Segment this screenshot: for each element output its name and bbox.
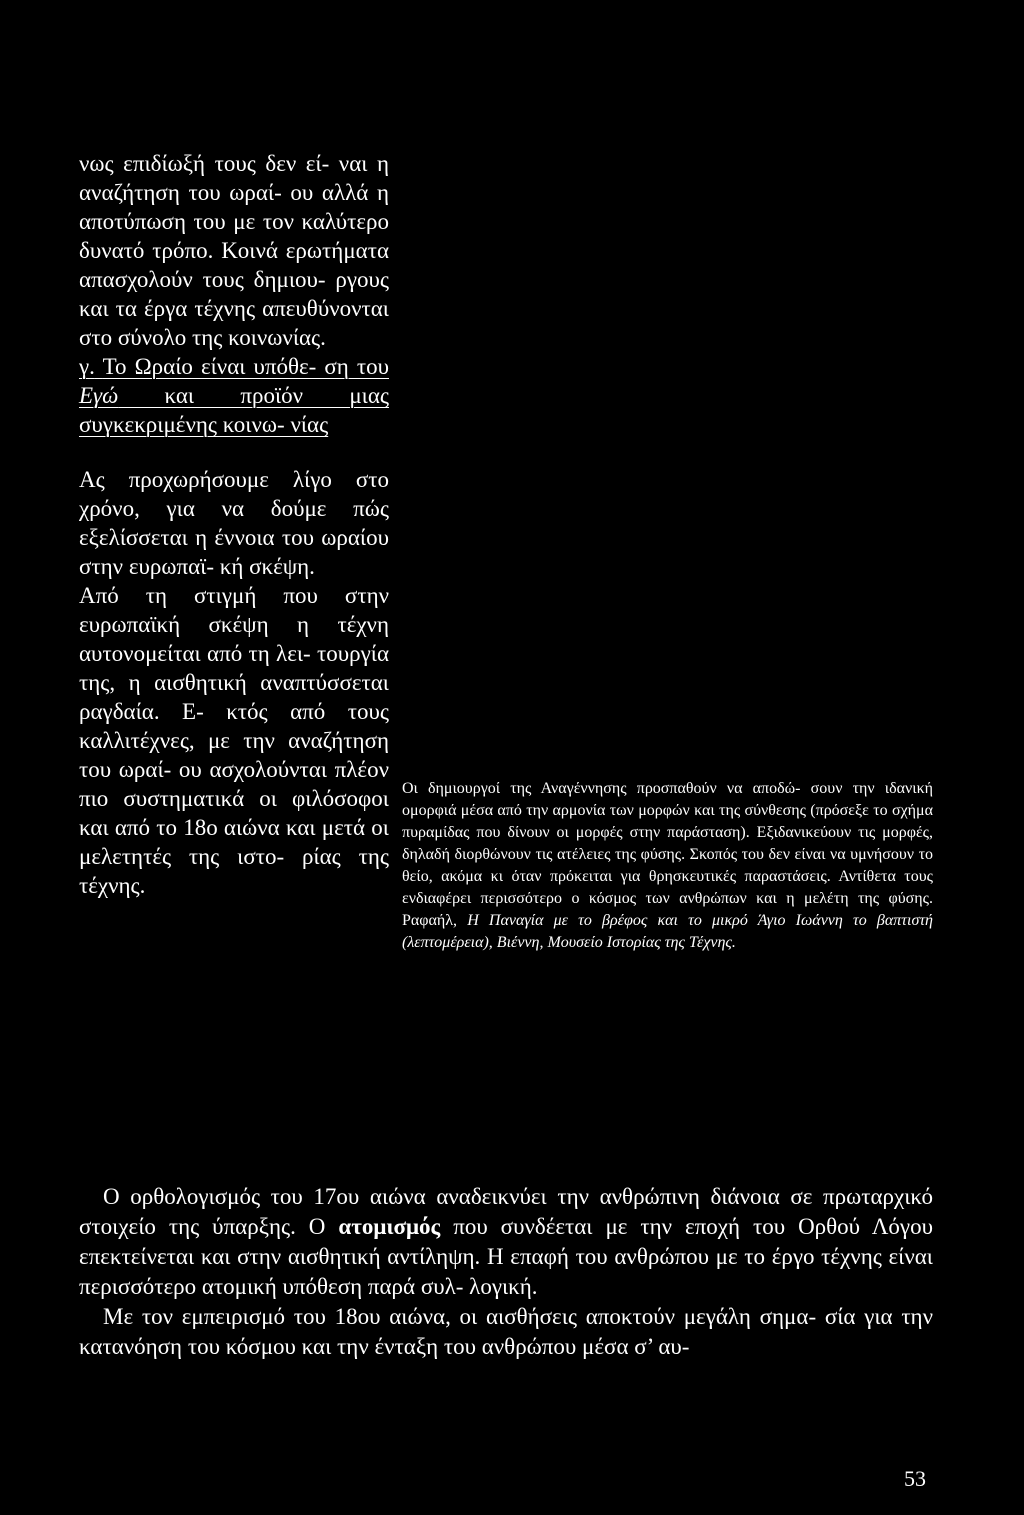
heading-ego: Εγώ	[79, 383, 119, 408]
caption-text: Οι δημιουργοί της Αναγέννησης προσπαθούν να αποδώ- σουν την ιδανική ομορφιά μέσα από την αρμονία των μορφών και της σύνθεσης (πρόσεξε το σχήμα πυραμίδας που δίνουν οι μορφές στην παράσταση). Εξιδανικεύουν τις μορφές, δηλαδή διορθώνουν τις ατέλειες της φύσης. Σκοπός του δεν είναι να υμνήσουν το θείο, ακόμα κι όταν πρόκειται για θρησκευτικές παραστάσεις. Αντίθετα τους ενδιαφέρει περισσότερο ο κόσμος των ανθρώπων και η μελέτη της φύσης. Ραφαήλ,	[402, 780, 933, 929]
full-width-text	[79, 1182, 933, 1362]
heading-text-2: και προϊόν μιας συγκεκριμένης κοινω- νίας	[79, 383, 389, 437]
section-label: γ.	[79, 354, 95, 379]
caption-artwork: Η Παναγία με το βρέφος και το μικρό Άγιο Ιωάννη το βαπτιστή (λεπτομέρεια), Βιέννη, Μουσείο Ιστορίας της Τέχνης.	[402, 912, 933, 951]
image-caption	[402, 778, 933, 954]
paragraph-3	[79, 1182, 933, 1302]
paragraph-1: Ας προχωρήσουμε λίγο στο χρόνο, για να δούμε πώς εξελίσσεται η έννοια του ωραίου στην ευρωπαϊ- κή σκέψη.	[79, 467, 389, 579]
section-heading	[79, 352, 389, 439]
paragraph-2: Από τη στιγμή που στην ευρωπαϊκή σκέψη η τέχνη αυτονομείται από τη λει- τουργία της, η αισθητική αναπτύσσεται ραγδαία. Ε- κτός από τους καλλιτέχνες, με την αναζήτηση του ωραί- ου ασχολούνται πλέον πιο συστηματικά οι φιλόσοφοι και από το 18ο αιώνα και μετά οι μελετητές της ιστο- ρίας της τέχνης.	[79, 583, 389, 898]
paragraph-4: Με τον εμπειρισμό του 18ου αιώνα, οι αισθήσεις αποκτούν μεγάλη σημα- σία για την κατανόηση του κόσμου και την ένταξη του ανθρώπου μέσα σ’ αυ-	[79, 1304, 933, 1359]
page-number: 53	[904, 1466, 926, 1491]
heading-text-1: Το Ωραίο είναι υπόθε- ση του	[102, 354, 389, 379]
paragraph-3-b: που συνδέεται με την εποχή του Ορθού Λόγου επεκτείνεται και στην αισθητική αντίληψη. Η επαφή του ανθρώπου με το έργο τέχνης είναι περισσότερο ατομική υπόθεση παρά συλ- λογική.	[79, 1214, 933, 1299]
term-atomism: ατομισμός	[338, 1214, 441, 1239]
paragraph-3-a: Ο ορθολογισμός του 17ου αιώνα αναδεικνύει την ανθρώπινη διάνοια σε πρωταρχικό στοιχείο της ύπαρξης. Ο	[79, 1184, 933, 1239]
intro-paragraph: νως επιδίωξή τους δεν εί- ναι η αναζήτηση του ωραί- ου αλλά η αποτύπωση του με τον καλύτερο δυνατό τρόπο. Κοινά ερωτήματα απασχολούν τους δημιου- ργους και τα έργα τέχνης απευθύνονται στο σύνολο της κοινωνίας.	[79, 151, 389, 350]
main-column	[79, 149, 389, 900]
